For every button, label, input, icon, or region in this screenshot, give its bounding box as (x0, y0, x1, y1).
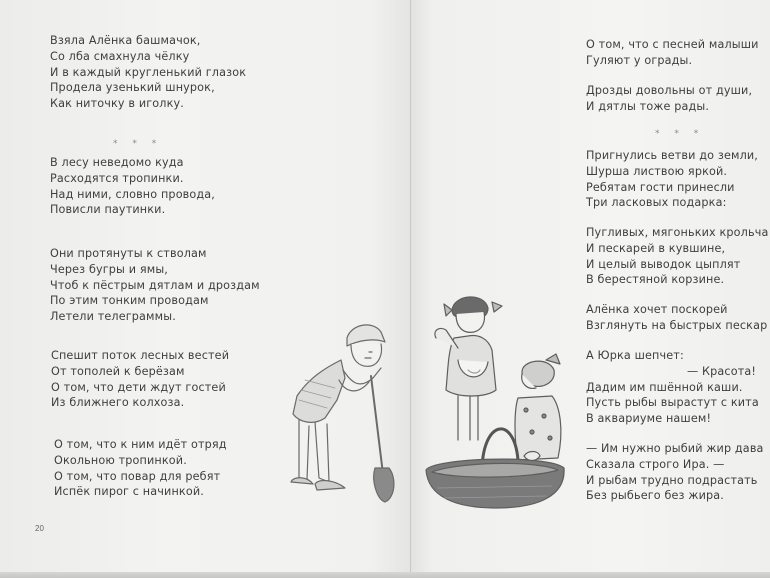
poem-line: Над ними, словно провода, (50, 187, 216, 201)
poem-line: И пескарей в кувшине, (586, 241, 726, 255)
poem-line: Расходятся тропинки. (50, 171, 184, 185)
poem-line: И рыбам трудно подрастать (586, 473, 758, 487)
left-stanza-1 (50, 33, 246, 112)
poem-line: — Им нужно рыбий жир дава (586, 442, 764, 455)
poem-line: И дятлы тоже рады. (586, 99, 710, 113)
poem-line: Чтоб к пёстрым дятлам и дроздам (50, 278, 260, 292)
stanza-separator: * * * (655, 129, 705, 139)
poem-line: Взяла Алёнка башмачок, (50, 34, 201, 47)
poem-line: Алёнка хочет поскорей (586, 303, 728, 316)
stanza-separator: * * * (113, 139, 163, 149)
poem-line: Они протянуты к стволам (50, 247, 207, 260)
poem-line: Сказала строго Ира. — (586, 457, 725, 471)
right-stanza-1 (586, 37, 759, 69)
poem-line: О том, что с песней малыши (586, 38, 759, 51)
right-stanza-3 (586, 148, 758, 211)
left-stanza-3 (50, 246, 260, 325)
right-stanza-6 (586, 348, 759, 427)
poem-line: О том, что повар для ребят (54, 469, 221, 483)
poem-line: Продела узенький шнурок, (50, 81, 215, 95)
poem-line: Как ниточку в иголку. (50, 97, 184, 111)
poem-line: В лесу неведомо куда (50, 156, 184, 169)
poem-line: О том, что к ним идёт отряд (54, 438, 227, 451)
poem-line: Со лба смахнула чёлку (50, 49, 190, 63)
poem-line: Повисли паутинки. (50, 203, 166, 217)
right-stanza-4 (586, 225, 768, 288)
right-stanza-2 (586, 83, 752, 115)
poem-line: В берестяной корзине. (586, 273, 725, 287)
right-stanza-5 (586, 302, 767, 334)
poem-line: Пусть рыбы вырастут с кита (586, 396, 759, 410)
poem-line: Летели телеграммы. (50, 310, 176, 324)
left-stanza-2 (50, 155, 215, 218)
poem-line: Дрозды довольны от души, (586, 84, 753, 97)
poem-line: Спешит поток лесных вестей (51, 349, 230, 362)
poem-line: Взглянуть на быстрых пескар (586, 318, 768, 332)
girls-with-basket-illustration (418, 290, 573, 510)
left-stanza-4 (51, 348, 229, 411)
poem-line: — Красота! (687, 364, 756, 378)
poem-line: Испёк пирог с начинкой. (54, 485, 204, 499)
page-number: 20 (35, 524, 44, 533)
poem-line: Пригнулись ветви до земли, (586, 149, 759, 162)
poem-line: И целый выводок цыплят (586, 257, 741, 271)
poem-line: Без рыбьего без жира. (586, 489, 724, 503)
left-stanza-5 (54, 437, 227, 500)
poem-line: Дадим им пшённой каши. (586, 380, 743, 394)
poem-line: И в каждый кругленький глазок (50, 65, 247, 79)
boy-with-shovel-illustration (285, 318, 415, 508)
poem-line: Из ближнего колхоза. (51, 396, 185, 410)
poem-line: Окольною тропинкой. (54, 453, 187, 467)
poem-line: Через бугры и ямы, (50, 262, 169, 276)
poem-line: От тополей к берёзам (51, 364, 185, 378)
poem-line: Пугливых, мягоньких крольча (586, 226, 769, 239)
poem-line: Шурша листвою яркой. (586, 164, 728, 178)
poem-line: По этим тонким проводам (50, 294, 209, 308)
poem-line: Ребятам гости принесли (586, 180, 735, 194)
poem-line: Три ласковых подарка: (586, 196, 727, 210)
poem-line: О том, что дети ждут гостей (51, 380, 226, 394)
poem-line: В аквариуме нашем! (586, 412, 712, 426)
poem-line: А Юрка шепчет: (586, 349, 684, 362)
poem-line: Гуляют у ограды. (586, 53, 693, 67)
right-stanza-7 (586, 441, 764, 504)
